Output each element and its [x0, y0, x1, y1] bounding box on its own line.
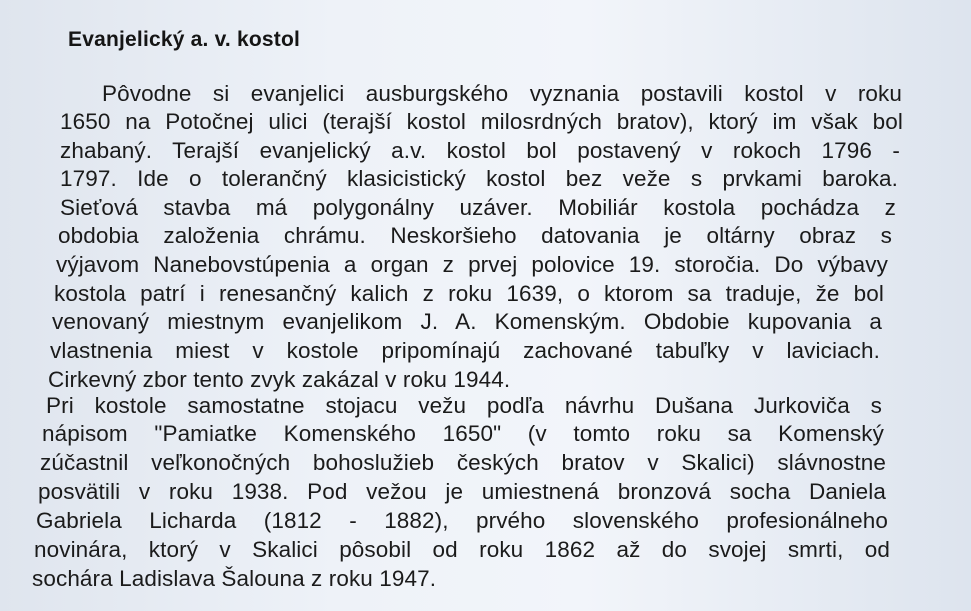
text-line: obdobia založenia chrámu. Neskoršieho datovania je oltárny obraz s	[58, 223, 892, 248]
text-line: Gabriela Licharda (1812 - 1882), prvého slovenského profesionálneho	[36, 508, 888, 533]
text-line: 1797. Ide o tolerančný klasicistický kostol bez veže s prvkami baroka.	[60, 166, 898, 191]
text-line: zhabaný. Terajší evanjelický a.v. kostol bol postavený v rokoch 1796 -	[60, 138, 900, 163]
text-line: Pri kostole samostatne stojacu vežu podľa návrhu Dušana Jurkoviča s	[46, 393, 882, 418]
text-line: Pôvodne si evanjelici ausburgského vyznania postavili kostol v roku	[102, 81, 902, 106]
text-line: Sieťová stavba má polygonálny uzáver. Mobiliár kostola pochádza z	[60, 195, 896, 220]
text-line: kostola patrí i renesančný kalich z roku 1639, o ktorom sa traduje, že bol	[54, 281, 884, 306]
text-line: zúčastnil veľkonočných bohoslužieb českých bratov v Skalici) slávnostne	[40, 450, 886, 475]
sign-title: Evanjelický a. v. kostol	[68, 28, 301, 51]
text-line: venovaný miestnym evanjelikom J. A. Komenským. Obdobie kupovania a	[52, 309, 882, 334]
text-line: 1650 na Potočnej ulici (terajší kostol milosrdných bratov), ktorý im však bol	[60, 109, 903, 134]
text-line: novinára, ktorý v Skalici pôsobil od roku 1862 až do svojej smrti, od	[34, 537, 890, 562]
text-line: sochára Ladislava Šalouna z roku 1947.	[32, 566, 437, 591]
text-line: Cirkevný zbor tento zvyk zakázal v roku 1944.	[48, 367, 511, 392]
text-line: nápisom "Pamiatke Komenského 1650" (v tomto roku sa Komenský	[42, 421, 884, 446]
text-line: vlastnenia miest v kostole pripomínajú zachované tabuľky v laviciach.	[50, 338, 880, 363]
text-line: posvätili v roku 1938. Pod vežou je umiestnená bronzová socha Daniela	[38, 479, 886, 504]
text-line: výjavom Nanebovstúpenia a organ z prvej polovice 19. storočia. Do výbavy	[56, 252, 888, 277]
